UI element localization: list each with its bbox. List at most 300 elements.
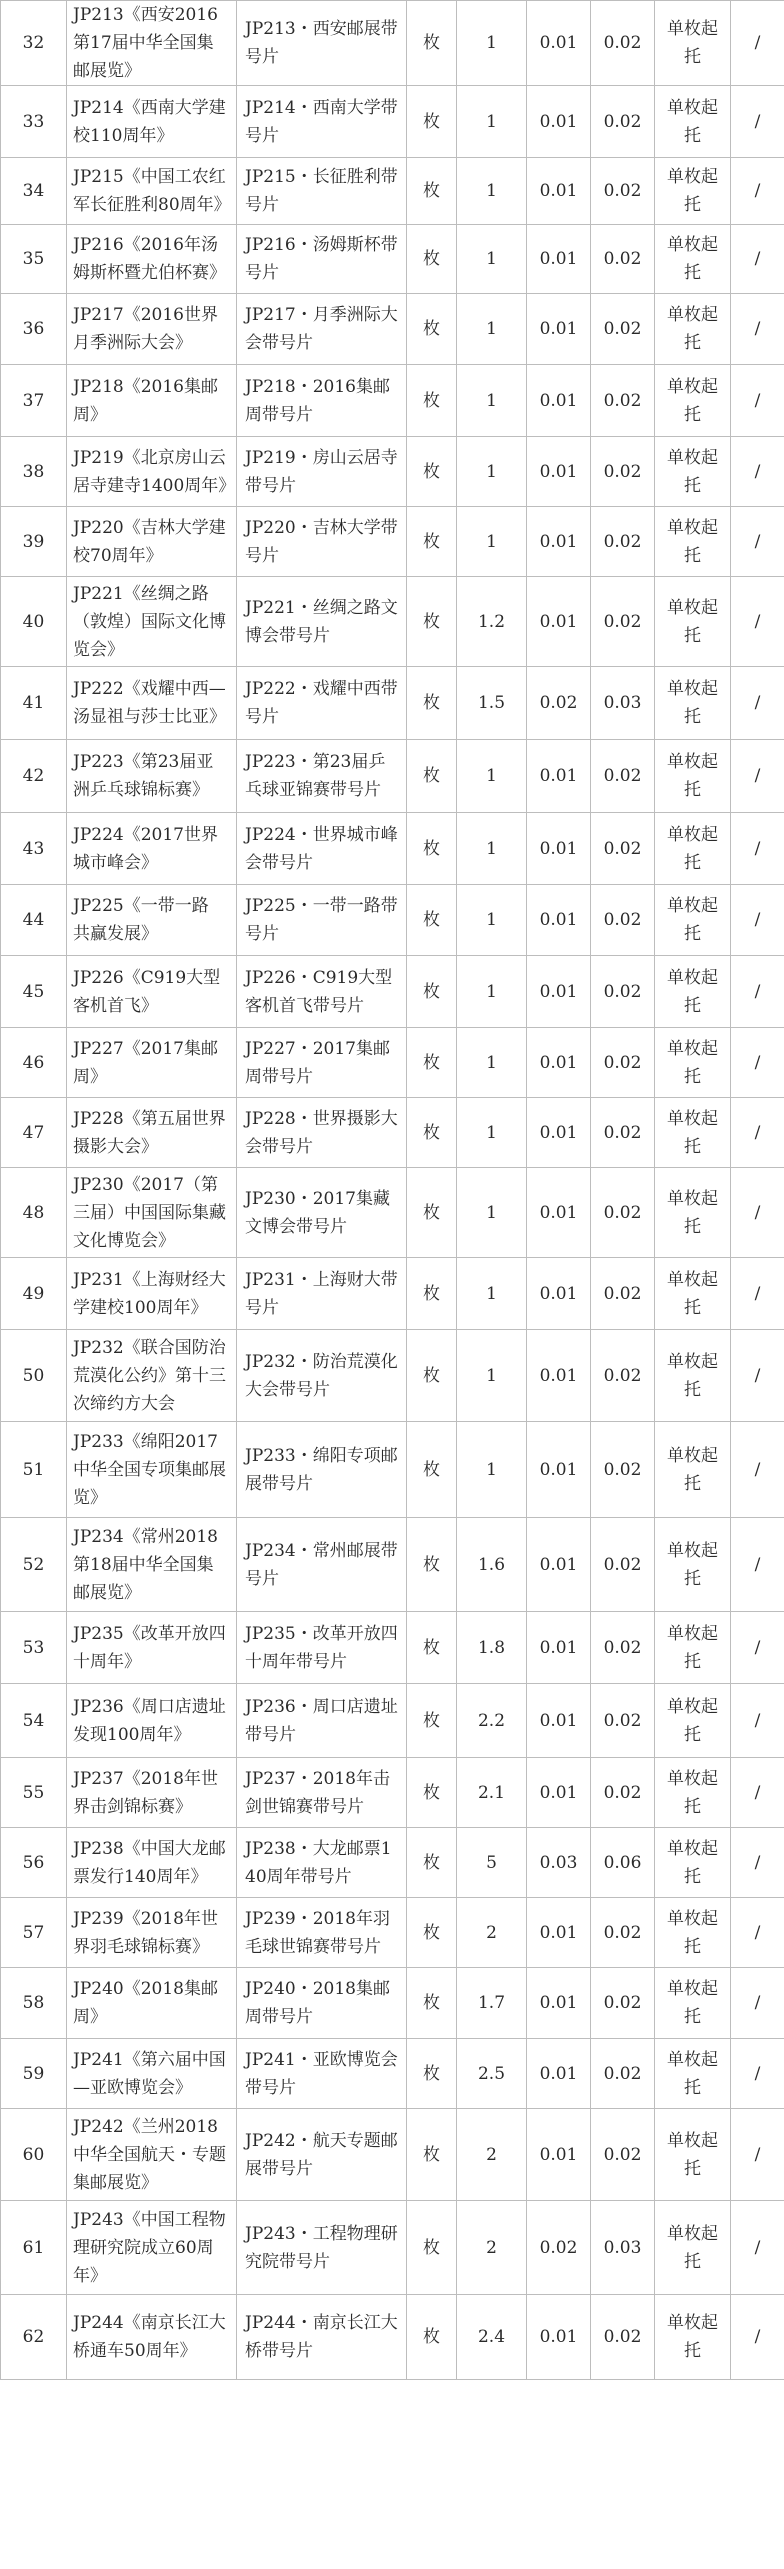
card-name: JP230・2017集藏文博会带号片 bbox=[237, 1168, 407, 1258]
issue-title: JP222《戏耀中西—汤显祖与莎士比亚》 bbox=[67, 667, 237, 740]
start-bid: 单枚起托 bbox=[655, 885, 731, 956]
note: / bbox=[731, 2201, 784, 2295]
row-number: 41 bbox=[1, 667, 67, 740]
price-2: 0.02 bbox=[591, 885, 655, 956]
unit: 枚 bbox=[407, 2039, 457, 2109]
start-bid: 单枚起托 bbox=[655, 1518, 731, 1612]
row-number: 60 bbox=[1, 2109, 67, 2201]
price-1: 0.01 bbox=[527, 740, 591, 813]
start-bid: 单枚起托 bbox=[655, 1612, 731, 1684]
price-2: 0.02 bbox=[591, 1, 655, 86]
row-number: 59 bbox=[1, 2039, 67, 2109]
note: / bbox=[731, 1612, 784, 1684]
issue-title: JP218《2016集邮周》 bbox=[67, 365, 237, 437]
table-row bbox=[1, 1612, 784, 1684]
row-number: 46 bbox=[1, 1028, 67, 1098]
row-number: 49 bbox=[1, 1258, 67, 1330]
row-number: 62 bbox=[1, 2295, 67, 2380]
start-bid: 单枚起托 bbox=[655, 2201, 731, 2295]
issue-title: JP228《第五届世界摄影大会》 bbox=[67, 1098, 237, 1168]
start-bid: 单枚起托 bbox=[655, 225, 731, 294]
card-name: JP235・改革开放四十周年带号片 bbox=[237, 1612, 407, 1684]
row-number: 39 bbox=[1, 507, 67, 577]
card-name: JP239・2018年羽毛球世锦赛带号片 bbox=[237, 1898, 407, 1968]
table-row bbox=[1, 577, 784, 667]
quantity: 2.2 bbox=[457, 1684, 527, 1758]
price-2: 0.02 bbox=[591, 1612, 655, 1684]
note: / bbox=[731, 1, 784, 86]
table-row bbox=[1, 1684, 784, 1758]
unit: 枚 bbox=[407, 294, 457, 365]
unit: 枚 bbox=[407, 1898, 457, 1968]
quantity: 1 bbox=[457, 1028, 527, 1098]
card-name: JP224・世界城市峰会带号片 bbox=[237, 813, 407, 885]
table-row bbox=[1, 2039, 784, 2109]
issue-title: JP237《2018年世界击剑锦标赛》 bbox=[67, 1758, 237, 1828]
table-row bbox=[1, 365, 784, 437]
issue-title: JP233《绵阳2017中华全国专项集邮展览》 bbox=[67, 1422, 237, 1518]
issue-title: JP223《第23届亚洲乒乓球锦标赛》 bbox=[67, 740, 237, 813]
table-row bbox=[1, 956, 784, 1028]
unit: 枚 bbox=[407, 1828, 457, 1898]
start-bid: 单枚起托 bbox=[655, 294, 731, 365]
issue-title: JP231《上海财经大学建校100周年》 bbox=[67, 1258, 237, 1330]
issue-title: JP215《中国工农红军长征胜利80周年》 bbox=[67, 158, 237, 225]
price-1: 0.01 bbox=[527, 2039, 591, 2109]
price-2: 0.06 bbox=[591, 1828, 655, 1898]
table-row bbox=[1, 1518, 784, 1612]
row-number: 34 bbox=[1, 158, 67, 225]
price-2: 0.02 bbox=[591, 437, 655, 507]
quantity: 2 bbox=[457, 2201, 527, 2295]
table-row bbox=[1, 2109, 784, 2201]
unit: 枚 bbox=[407, 1422, 457, 1518]
table-row bbox=[1, 1968, 784, 2039]
price-2: 0.02 bbox=[591, 1758, 655, 1828]
unit: 枚 bbox=[407, 577, 457, 667]
note: / bbox=[731, 813, 784, 885]
note: / bbox=[731, 1968, 784, 2039]
table-row bbox=[1, 2295, 784, 2380]
row-number: 33 bbox=[1, 86, 67, 158]
quantity: 1.5 bbox=[457, 667, 527, 740]
price-2: 0.02 bbox=[591, 2039, 655, 2109]
row-number: 45 bbox=[1, 956, 67, 1028]
price-1: 0.01 bbox=[527, 1258, 591, 1330]
card-name: JP242・航天专题邮展带号片 bbox=[237, 2109, 407, 2201]
quantity: 1 bbox=[457, 1422, 527, 1518]
row-number: 37 bbox=[1, 365, 67, 437]
card-name: JP222・戏耀中西带号片 bbox=[237, 667, 407, 740]
card-name: JP221・丝绸之路文博会带号片 bbox=[237, 577, 407, 667]
unit: 枚 bbox=[407, 1028, 457, 1098]
unit: 枚 bbox=[407, 1518, 457, 1612]
unit: 枚 bbox=[407, 225, 457, 294]
price-2: 0.02 bbox=[591, 1258, 655, 1330]
price-1: 0.01 bbox=[527, 1684, 591, 1758]
price-2: 0.02 bbox=[591, 86, 655, 158]
row-number: 61 bbox=[1, 2201, 67, 2295]
issue-title: JP240《2018集邮周》 bbox=[67, 1968, 237, 2039]
row-number: 53 bbox=[1, 1612, 67, 1684]
issue-title: JP235《改革开放四十周年》 bbox=[67, 1612, 237, 1684]
unit: 枚 bbox=[407, 2201, 457, 2295]
row-number: 56 bbox=[1, 1828, 67, 1898]
note: / bbox=[731, 885, 784, 956]
issue-title: JP216《2016年汤姆斯杯暨尤伯杯赛》 bbox=[67, 225, 237, 294]
note: / bbox=[731, 294, 784, 365]
table-body bbox=[1, 1, 784, 2380]
start-bid: 单枚起托 bbox=[655, 1098, 731, 1168]
price-1: 0.02 bbox=[527, 667, 591, 740]
row-number: 58 bbox=[1, 1968, 67, 2039]
price-2: 0.02 bbox=[591, 1518, 655, 1612]
note: / bbox=[731, 1330, 784, 1422]
start-bid: 单枚起托 bbox=[655, 1684, 731, 1758]
table-row bbox=[1, 885, 784, 956]
note: / bbox=[731, 1758, 784, 1828]
quantity: 2 bbox=[457, 1898, 527, 1968]
issue-title: JP238《中国大龙邮票发行140周年》 bbox=[67, 1828, 237, 1898]
issue-title: JP243《中国工程物理研究院成立60周年》 bbox=[67, 2201, 237, 2295]
issue-title: JP226《C919大型客机首飞》 bbox=[67, 956, 237, 1028]
row-number: 43 bbox=[1, 813, 67, 885]
price-2: 0.02 bbox=[591, 294, 655, 365]
table-row bbox=[1, 158, 784, 225]
price-1: 0.01 bbox=[527, 577, 591, 667]
row-number: 48 bbox=[1, 1168, 67, 1258]
table-row bbox=[1, 294, 784, 365]
issue-title: JP230《2017（第三届）中国国际集藏文化博览会》 bbox=[67, 1168, 237, 1258]
row-number: 38 bbox=[1, 437, 67, 507]
start-bid: 单枚起托 bbox=[655, 437, 731, 507]
price-1: 0.01 bbox=[527, 1168, 591, 1258]
note: / bbox=[731, 1684, 784, 1758]
quantity: 1.8 bbox=[457, 1612, 527, 1684]
table-row bbox=[1, 2201, 784, 2295]
price-1: 0.01 bbox=[527, 86, 591, 158]
price-2: 0.02 bbox=[591, 1028, 655, 1098]
quantity: 1 bbox=[457, 956, 527, 1028]
price-2: 0.02 bbox=[591, 1168, 655, 1258]
note: / bbox=[731, 577, 784, 667]
quantity: 1.2 bbox=[457, 577, 527, 667]
card-name: JP225・一带一路带号片 bbox=[237, 885, 407, 956]
price-2: 0.02 bbox=[591, 158, 655, 225]
unit: 枚 bbox=[407, 885, 457, 956]
price-2: 0.02 bbox=[591, 2295, 655, 2380]
price-1: 0.01 bbox=[527, 885, 591, 956]
unit: 枚 bbox=[407, 158, 457, 225]
price-2: 0.03 bbox=[591, 667, 655, 740]
note: / bbox=[731, 1518, 784, 1612]
issue-title: JP221《丝绸之路（敦煌）国际文化博览会》 bbox=[67, 577, 237, 667]
quantity: 1.6 bbox=[457, 1518, 527, 1612]
price-2: 0.02 bbox=[591, 740, 655, 813]
table-row bbox=[1, 1, 784, 86]
note: / bbox=[731, 1898, 784, 1968]
quantity: 2.4 bbox=[457, 2295, 527, 2380]
card-name: JP214・西南大学带号片 bbox=[237, 86, 407, 158]
price-2: 0.02 bbox=[591, 1330, 655, 1422]
price-1: 0.01 bbox=[527, 813, 591, 885]
price-1: 0.01 bbox=[527, 158, 591, 225]
quantity: 1 bbox=[457, 813, 527, 885]
start-bid: 单枚起托 bbox=[655, 1422, 731, 1518]
row-number: 54 bbox=[1, 1684, 67, 1758]
price-2: 0.02 bbox=[591, 507, 655, 577]
unit: 枚 bbox=[407, 667, 457, 740]
quantity: 1 bbox=[457, 225, 527, 294]
row-number: 32 bbox=[1, 1, 67, 86]
price-2: 0.02 bbox=[591, 1684, 655, 1758]
table-row bbox=[1, 86, 784, 158]
issue-title: JP214《西南大学建校110周年》 bbox=[67, 86, 237, 158]
issue-title: JP241《第六届中国—亚欧博览会》 bbox=[67, 2039, 237, 2109]
unit: 枚 bbox=[407, 1, 457, 86]
price-2: 0.02 bbox=[591, 225, 655, 294]
card-name: JP237・2018年击剑世锦赛带号片 bbox=[237, 1758, 407, 1828]
quantity: 1 bbox=[457, 158, 527, 225]
table-row bbox=[1, 667, 784, 740]
note: / bbox=[731, 2295, 784, 2380]
unit: 枚 bbox=[407, 86, 457, 158]
row-number: 51 bbox=[1, 1422, 67, 1518]
card-name: JP215・长征胜利带号片 bbox=[237, 158, 407, 225]
start-bid: 单枚起托 bbox=[655, 1168, 731, 1258]
quantity: 1.7 bbox=[457, 1968, 527, 2039]
card-name: JP226・C919大型客机首飞带号片 bbox=[237, 956, 407, 1028]
unit: 枚 bbox=[407, 740, 457, 813]
quantity: 2.5 bbox=[457, 2039, 527, 2109]
start-bid: 单枚起托 bbox=[655, 1898, 731, 1968]
issue-title: JP220《吉林大学建校70周年》 bbox=[67, 507, 237, 577]
unit: 枚 bbox=[407, 956, 457, 1028]
row-number: 52 bbox=[1, 1518, 67, 1612]
issue-title: JP217《2016世界月季洲际大会》 bbox=[67, 294, 237, 365]
table-row bbox=[1, 507, 784, 577]
card-name: JP223・第23届乒乓球亚锦赛带号片 bbox=[237, 740, 407, 813]
card-name: JP241・亚欧博览会带号片 bbox=[237, 2039, 407, 2109]
unit: 枚 bbox=[407, 507, 457, 577]
issue-title: JP234《常州2018第18届中华全国集邮展览》 bbox=[67, 1518, 237, 1612]
price-1: 0.01 bbox=[527, 956, 591, 1028]
start-bid: 单枚起托 bbox=[655, 1258, 731, 1330]
price-2: 0.02 bbox=[591, 956, 655, 1028]
price-1: 0.01 bbox=[527, 2295, 591, 2380]
table-row bbox=[1, 1828, 784, 1898]
card-name: JP220・吉林大学带号片 bbox=[237, 507, 407, 577]
price-1: 0.01 bbox=[527, 1612, 591, 1684]
start-bid: 单枚起托 bbox=[655, 667, 731, 740]
table-row bbox=[1, 225, 784, 294]
unit: 枚 bbox=[407, 1684, 457, 1758]
price-1: 0.01 bbox=[527, 225, 591, 294]
start-bid: 单枚起托 bbox=[655, 1028, 731, 1098]
unit: 枚 bbox=[407, 1758, 457, 1828]
price-1: 0.01 bbox=[527, 2109, 591, 2201]
row-number: 57 bbox=[1, 1898, 67, 1968]
card-name: JP240・2018集邮周带号片 bbox=[237, 1968, 407, 2039]
note: / bbox=[731, 225, 784, 294]
price-1: 0.01 bbox=[527, 1, 591, 86]
price-1: 0.01 bbox=[527, 365, 591, 437]
issue-title: JP227《2017集邮周》 bbox=[67, 1028, 237, 1098]
row-number: 40 bbox=[1, 577, 67, 667]
card-name: JP231・上海财大带号片 bbox=[237, 1258, 407, 1330]
note: / bbox=[731, 1422, 784, 1518]
price-1: 0.01 bbox=[527, 1518, 591, 1612]
note: / bbox=[731, 1828, 784, 1898]
quantity: 1 bbox=[457, 1, 527, 86]
price-1: 0.01 bbox=[527, 1968, 591, 2039]
issue-title: JP232《联合国防治荒漠化公约》第十三次缔约方大会 bbox=[67, 1330, 237, 1422]
unit: 枚 bbox=[407, 813, 457, 885]
price-2: 0.02 bbox=[591, 1422, 655, 1518]
note: / bbox=[731, 956, 784, 1028]
issue-title: JP219《北京房山云居寺建寺1400周年》 bbox=[67, 437, 237, 507]
table-row bbox=[1, 1422, 784, 1518]
note: / bbox=[731, 2109, 784, 2201]
note: / bbox=[731, 2039, 784, 2109]
price-1: 0.01 bbox=[527, 437, 591, 507]
issue-title: JP236《周口店遗址发现100周年》 bbox=[67, 1684, 237, 1758]
start-bid: 单枚起托 bbox=[655, 158, 731, 225]
price-1: 0.01 bbox=[527, 1422, 591, 1518]
issue-title: JP239《2018年世界羽毛球锦标赛》 bbox=[67, 1898, 237, 1968]
start-bid: 单枚起托 bbox=[655, 813, 731, 885]
unit: 枚 bbox=[407, 1258, 457, 1330]
note: / bbox=[731, 1168, 784, 1258]
price-1: 0.01 bbox=[527, 507, 591, 577]
quantity: 1 bbox=[457, 437, 527, 507]
card-name: JP244・南京长江大桥带号片 bbox=[237, 2295, 407, 2380]
price-1: 0.01 bbox=[527, 1028, 591, 1098]
price-2: 0.02 bbox=[591, 813, 655, 885]
start-bid: 单枚起托 bbox=[655, 1828, 731, 1898]
card-name: JP218・2016集邮周带号片 bbox=[237, 365, 407, 437]
row-number: 36 bbox=[1, 294, 67, 365]
card-name: JP216・汤姆斯杯带号片 bbox=[237, 225, 407, 294]
quantity: 1 bbox=[457, 740, 527, 813]
unit: 枚 bbox=[407, 1330, 457, 1422]
issue-title: JP225《一带一路 共赢发展》 bbox=[67, 885, 237, 956]
issue-title: JP224《2017世界城市峰会》 bbox=[67, 813, 237, 885]
row-number: 44 bbox=[1, 885, 67, 956]
card-name: JP233・绵阳专项邮展带号片 bbox=[237, 1422, 407, 1518]
unit: 枚 bbox=[407, 1098, 457, 1168]
start-bid: 单枚起托 bbox=[655, 86, 731, 158]
row-number: 55 bbox=[1, 1758, 67, 1828]
start-bid: 单枚起托 bbox=[655, 2039, 731, 2109]
card-name: JP219・房山云居寺带号片 bbox=[237, 437, 407, 507]
table-row bbox=[1, 1028, 784, 1098]
table-row bbox=[1, 1098, 784, 1168]
note: / bbox=[731, 437, 784, 507]
unit: 枚 bbox=[407, 437, 457, 507]
row-number: 42 bbox=[1, 740, 67, 813]
price-1: 0.03 bbox=[527, 1828, 591, 1898]
price-1: 0.01 bbox=[527, 1098, 591, 1168]
table-row bbox=[1, 1258, 784, 1330]
quantity: 2.1 bbox=[457, 1758, 527, 1828]
quantity: 1 bbox=[457, 1258, 527, 1330]
unit: 枚 bbox=[407, 2295, 457, 2380]
card-name: JP238・大龙邮票140周年带号片 bbox=[237, 1828, 407, 1898]
price-2: 0.03 bbox=[591, 2201, 655, 2295]
start-bid: 单枚起托 bbox=[655, 1330, 731, 1422]
start-bid: 单枚起托 bbox=[655, 507, 731, 577]
row-number: 50 bbox=[1, 1330, 67, 1422]
quantity: 1 bbox=[457, 1168, 527, 1258]
price-2: 0.02 bbox=[591, 1098, 655, 1168]
note: / bbox=[731, 1098, 784, 1168]
note: / bbox=[731, 507, 784, 577]
price-1: 0.01 bbox=[527, 1758, 591, 1828]
note: / bbox=[731, 740, 784, 813]
start-bid: 单枚起托 bbox=[655, 2109, 731, 2201]
start-bid: 单枚起托 bbox=[655, 956, 731, 1028]
card-name: JP232・防治荒漠化大会带号片 bbox=[237, 1330, 407, 1422]
issue-title: JP213《西安2016第17届中华全国集邮展览》 bbox=[67, 1, 237, 86]
start-bid: 单枚起托 bbox=[655, 2295, 731, 2380]
start-bid: 单枚起托 bbox=[655, 1758, 731, 1828]
note: / bbox=[731, 365, 784, 437]
quantity: 1 bbox=[457, 86, 527, 158]
table-row bbox=[1, 813, 784, 885]
quantity: 1 bbox=[457, 507, 527, 577]
quantity: 1 bbox=[457, 885, 527, 956]
quantity: 1 bbox=[457, 294, 527, 365]
quantity: 1 bbox=[457, 365, 527, 437]
start-bid: 单枚起托 bbox=[655, 1, 731, 86]
table-row bbox=[1, 1898, 784, 1968]
row-number: 47 bbox=[1, 1098, 67, 1168]
note: / bbox=[731, 158, 784, 225]
table-row bbox=[1, 740, 784, 813]
note: / bbox=[731, 1258, 784, 1330]
note: / bbox=[731, 1028, 784, 1098]
card-name: JP217・月季洲际大会带号片 bbox=[237, 294, 407, 365]
price-1: 0.02 bbox=[527, 2201, 591, 2295]
note: / bbox=[731, 86, 784, 158]
start-bid: 单枚起托 bbox=[655, 1968, 731, 2039]
issue-title: JP244《南京长江大桥通车50周年》 bbox=[67, 2295, 237, 2380]
card-name: JP213・西安邮展带号片 bbox=[237, 1, 407, 86]
card-name: JP234・常州邮展带号片 bbox=[237, 1518, 407, 1612]
card-name: JP236・周口店遗址带号片 bbox=[237, 1684, 407, 1758]
price-2: 0.02 bbox=[591, 1968, 655, 2039]
quantity: 2 bbox=[457, 2109, 527, 2201]
price-2: 0.02 bbox=[591, 577, 655, 667]
price-2: 0.02 bbox=[591, 1898, 655, 1968]
price-1: 0.01 bbox=[527, 1898, 591, 1968]
row-number: 35 bbox=[1, 225, 67, 294]
price-1: 0.01 bbox=[527, 294, 591, 365]
unit: 枚 bbox=[407, 1168, 457, 1258]
note: / bbox=[731, 667, 784, 740]
table-row bbox=[1, 1758, 784, 1828]
unit: 枚 bbox=[407, 1968, 457, 2039]
card-name: JP243・工程物理研究院带号片 bbox=[237, 2201, 407, 2295]
price-1: 0.01 bbox=[527, 1330, 591, 1422]
unit: 枚 bbox=[407, 2109, 457, 2201]
start-bid: 单枚起托 bbox=[655, 577, 731, 667]
quantity: 1 bbox=[457, 1330, 527, 1422]
card-name: JP227・2017集邮周带号片 bbox=[237, 1028, 407, 1098]
unit: 枚 bbox=[407, 1612, 457, 1684]
table-row bbox=[1, 1168, 784, 1258]
